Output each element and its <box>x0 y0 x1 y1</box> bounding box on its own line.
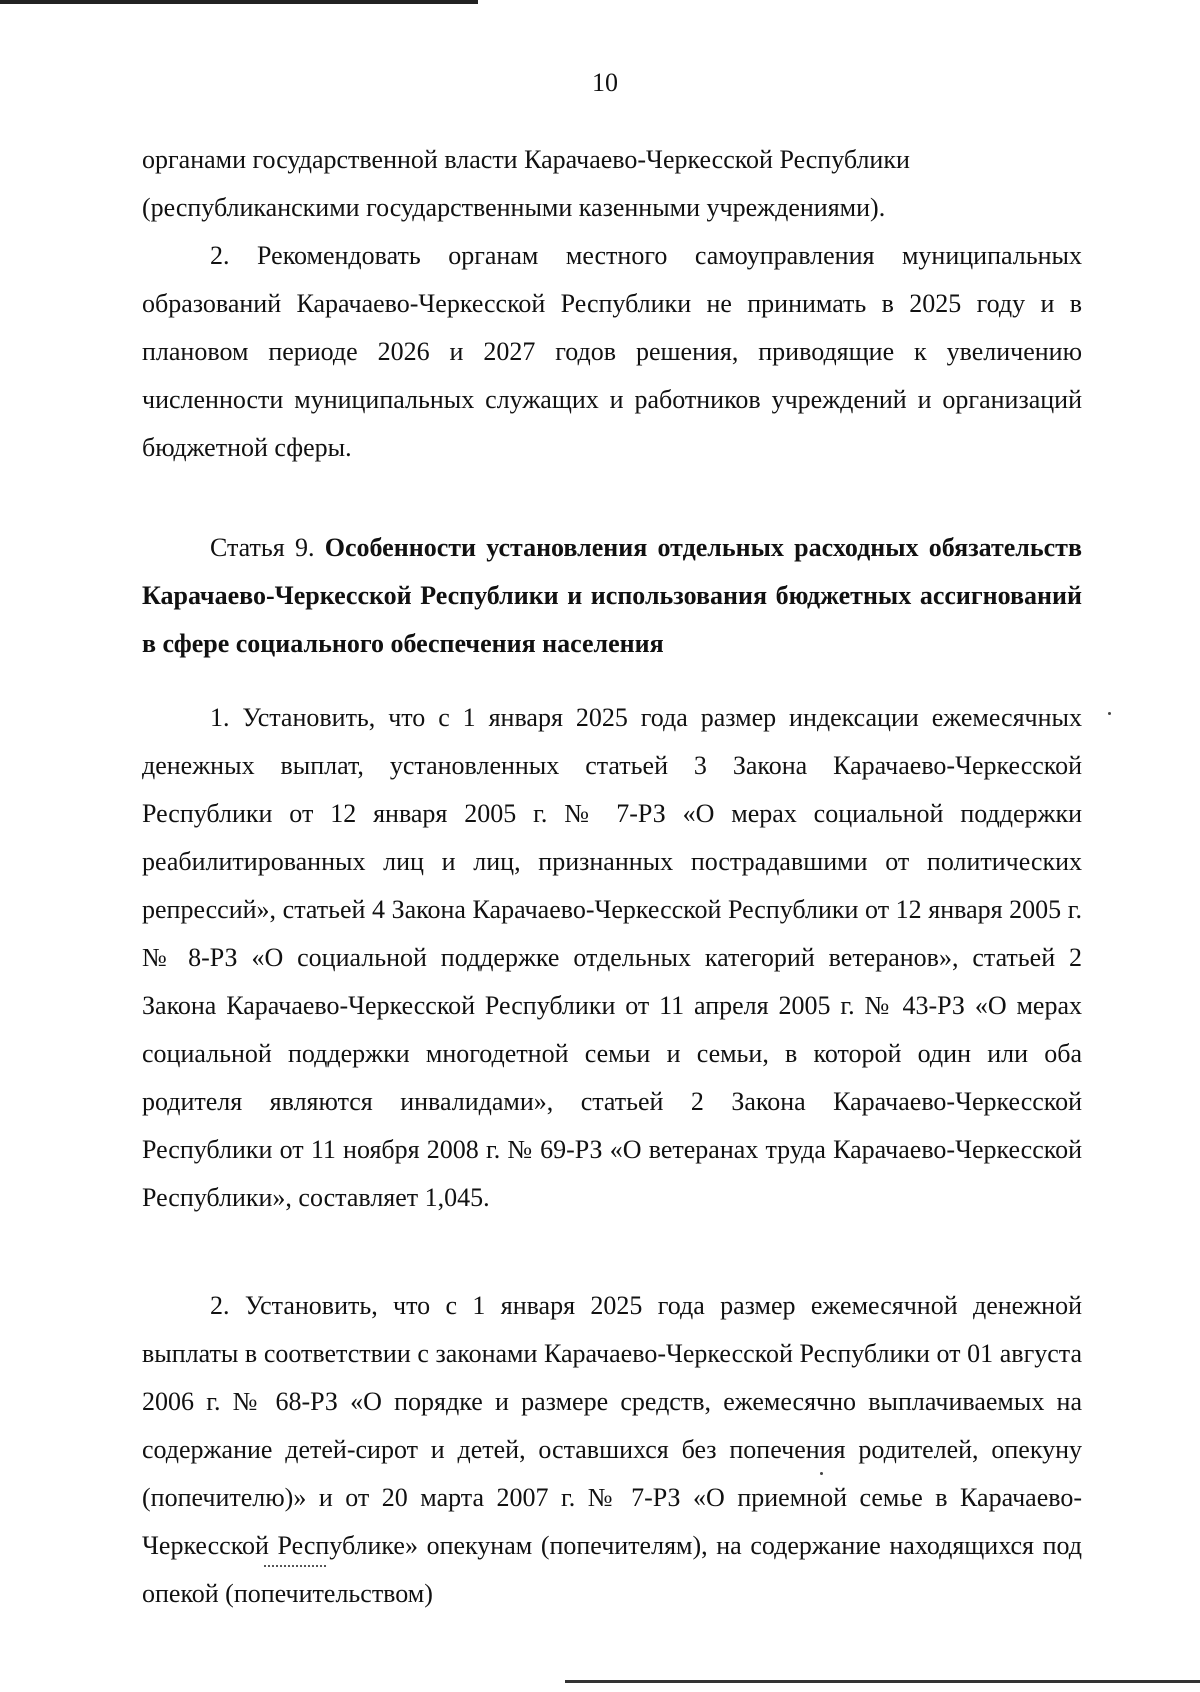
paragraph-text: 2. Установить, что с 1 января 2025 года размер ежемесячной денежной выплаты в соответствии с законами Карачаево-Черкесской Республики от 01 августа 2006 г. № 68-РЗ «О порядке и размере средств, ежемесячно выплачиваемых на содержание детей-сирот и детей, оставшихся без попечения родителей, опекуну (попечителю)» и от 20 марта 2007 г. № 7-РЗ «О приемной семье в Карачаево-Черкесской Республике» опекунам (попечителям), на содержание находящихся под опекой (попечительством) <box>142 1291 1082 1608</box>
article-paragraph-2 <box>142 1282 1082 1618</box>
paragraph-text: 2. Рекомендовать органам местного самоуправления муниципальных образований Карачаево-Черкесской Республики не принимать в 2025 году и в плановом периоде 2026 и 2027 годов решения, приводящие к увеличению численности муниципальных служащих и работников учреждений и организаций бюджетной сферы. <box>142 241 1082 462</box>
paragraph-line: органами государственной власти Карачаево-Черкесской Республики <box>142 145 910 174</box>
paragraph-continuation <box>142 136 1082 232</box>
scan-speck <box>1108 712 1111 715</box>
page-number: 10 <box>592 68 618 97</box>
scan-mark <box>264 1558 326 1567</box>
scan-edge-top <box>0 0 478 4</box>
scan-edge-bottom <box>565 1680 1200 1683</box>
scan-speck <box>820 1472 823 1475</box>
article-paragraph-1 <box>142 694 1082 1222</box>
article-title: Особенности установления отдельных расходных обязательств Карачаево-Черкесской Республики и использования бюджетных ассигнований в сфере социального обеспечения населения <box>142 533 1082 658</box>
article-label: Статья 9. <box>210 533 315 562</box>
paragraph-text: 1. Установить, что с 1 января 2025 года размер индексации ежемесячных денежных выплат, установленных статьей 3 Закона Карачаево-Черкесской Республики от 12 января 2005 г. № 7-РЗ «О мерах социальной поддержки реабилитированных лиц и лиц, признанных пострадавшими от политических репрессий», статьей 4 Закона Карачаево-Черкесской Республики от 12 января 2005 г. № 8-РЗ «О социальной поддержке отдельных категорий ветеранов», статьей 2 Закона Карачаево-Черкесской Республики от 11 апреля 2005 г. № 43-РЗ «О мерах социальной поддержки многодетной семьи и семьи, в которой один или оба родителя являются инвалидами», статьей 2 Закона Карачаево-Черкесской Республики от 11 ноября 2008 г. № 69-РЗ «О ветеранах труда Карачаево-Черкесской Республики», составляет 1,045. <box>142 703 1082 1212</box>
article-heading <box>142 524 1082 668</box>
paragraph-line: (республиканскими государственными казенными учреждениями). <box>142 193 886 222</box>
paragraph-recommendation <box>142 232 1082 472</box>
